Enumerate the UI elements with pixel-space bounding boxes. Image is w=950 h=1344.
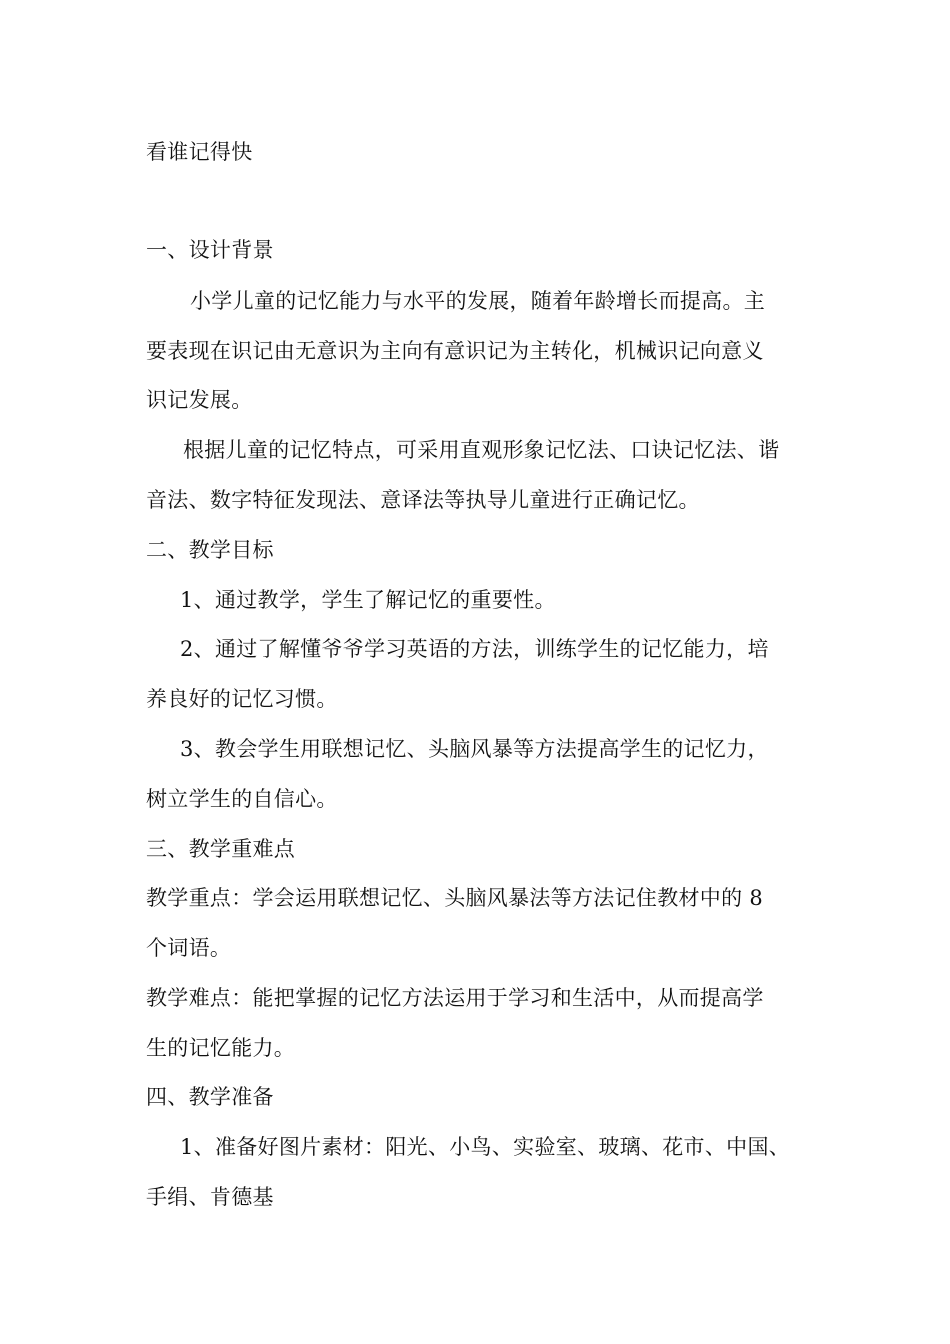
section-heading-objectives: 二、教学目标 [146,538,274,562]
paragraph-line: 1、准备好图片素材：阳光、小鸟、实验室、玻璃、花市、中国、 [180,1135,791,1159]
paragraph-line: 根据儿童的记忆特点，可采用直观形象记忆法、口诀记忆法、谐 [183,438,780,462]
document-title: 看谁记得快 [146,140,253,164]
paragraph-line: 树立学生的自信心。 [146,787,338,811]
paragraph-line: 手绢、肯德基 [146,1185,274,1209]
paragraph-line: 生的记忆能力。 [146,1036,296,1060]
paragraph-line: 小学儿童的记忆能力与水平的发展，随着年龄增长而提高。主 [190,289,766,313]
paragraph-line: 教学难点：能把掌握的记忆方法运用于学习和生活中，从而提高学 [146,986,764,1010]
paragraph-line: 养良好的记忆习惯。 [146,687,338,711]
paragraph-line: 识记发展。 [146,388,253,412]
paragraph-line: 2、通过了解懂爷爷学习英语的方法，训练学生的记忆能力，培 [180,637,769,661]
paragraph-line: 教学重点：学会运用联想记忆、头脑风暴法等方法记住教材中的 8 [146,886,764,910]
paragraph-line: 音法、数字特征发现法、意译法等执导儿童进行正确记忆。 [146,488,700,512]
paragraph-line: 1、通过教学，学生了解记忆的重要性。 [180,588,556,612]
section-heading-key-points: 三、教学重难点 [146,837,296,861]
paragraph-line: 3、教会学生用联想记忆、头脑风暴等方法提高学生的记忆力， [180,737,769,761]
paragraph-line: 个词语。 [146,936,232,960]
section-heading-background: 一、设计背景 [146,238,274,262]
paragraph-line: 要表现在识记由无意识为主向有意识记为主转化，机械识记向意义 [146,339,764,363]
section-heading-preparation: 四、教学准备 [146,1085,274,1109]
